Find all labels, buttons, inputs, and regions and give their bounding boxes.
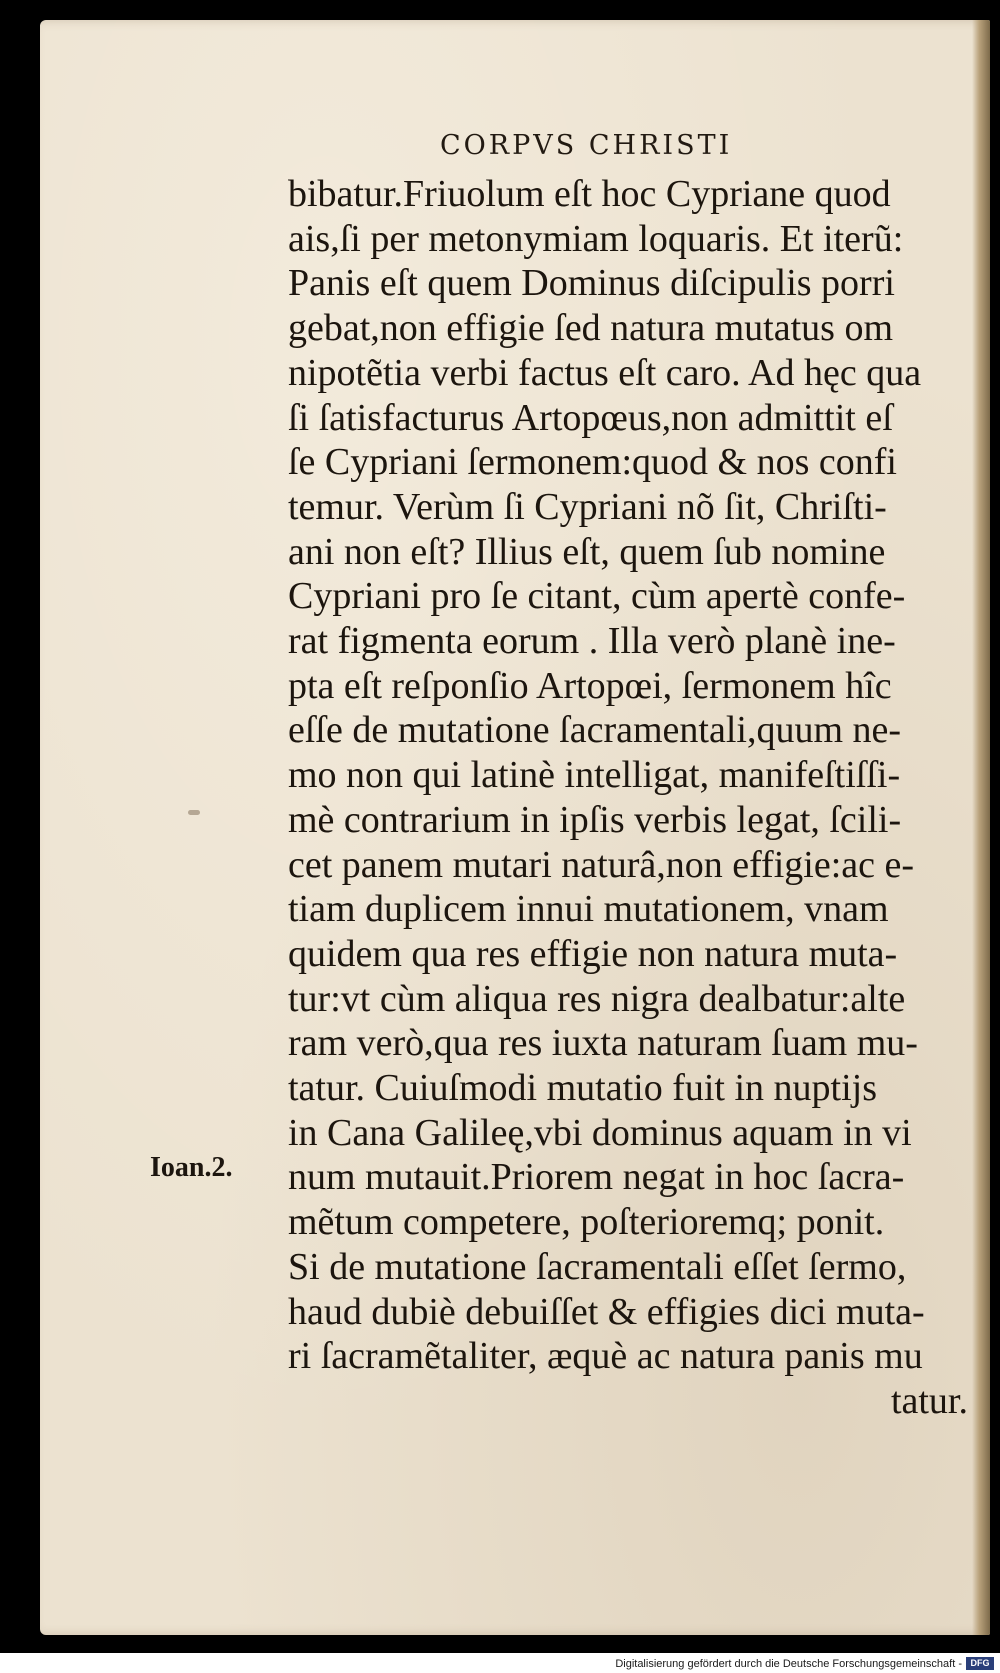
text-line: temur. Verùm ſi Cypriani nõ ſit, Chriſti- xyxy=(288,485,887,528)
marginal-note: Ioan.2. xyxy=(150,1152,233,1183)
text-line: Cypriani pro ſe citant, cùm apertè confe- xyxy=(288,575,906,618)
text-line: eſſe de mutatione ſacramentali,quum ne- xyxy=(288,709,902,752)
text-line: Panis eſt quem Dominus diſcipulis porri xyxy=(288,262,895,305)
text-line: quidem qua res effigie non natura muta- xyxy=(288,932,898,975)
dfg-logo-icon: DFG xyxy=(966,1657,994,1670)
ink-speck xyxy=(188,810,200,815)
text-line: bibatur.Friuolum eſt hoc Cypriane quod xyxy=(288,173,891,215)
text-line: rat figmenta eorum . Illa verò planè ine- xyxy=(288,620,896,663)
text-line: nipotẽtia verbi factus eſt caro. Ad hęc qua xyxy=(288,351,922,394)
text-line: haud dubiè debuiſſet & effigies dici muta- xyxy=(288,1290,925,1333)
text-line: gebat,non effigie ſed natura mutatus om xyxy=(288,307,894,350)
text-line-last: tatur. xyxy=(890,1379,968,1422)
text-line: ſe Cypriani ſermonem:quod & nos confi xyxy=(288,441,897,484)
text-line: ſi ſatisfacturus Artopœus,non admittit eſ xyxy=(288,396,893,439)
text-line: tur:vt cùm aliqua res nigra dealbatur:alte xyxy=(288,977,906,1020)
text-line: pta eſt reſponſio Artopœi, ſermonem hîc xyxy=(288,664,892,707)
text-line: mo non qui latinè intelligat, manifeſtiſſi- xyxy=(288,754,901,797)
text-line: ram verò,qua res iuxta naturam ſuam mu- xyxy=(288,1022,918,1065)
text-line: tiam duplicem innui mutationem, vnam xyxy=(288,888,889,931)
running-head: CORPVS CHRISTI xyxy=(440,130,733,161)
text-line: ri ſacramẽtaliter, æquè ac natura panis mu xyxy=(288,1335,923,1378)
text-line: num mutauit.Priorem negat in hoc ſacra- xyxy=(288,1156,905,1199)
text-line: mẽtum competere, poſterioremq; ponit. xyxy=(288,1201,885,1244)
text-line: mè contrarium in ipſis verbis legat, ſcili- xyxy=(288,798,902,841)
text-line: ani non eſt? Illius eſt, quem ſub nomine xyxy=(288,530,886,573)
text-line: ais,ſi per metonymiam loquaris. Et iterũ: xyxy=(288,217,904,260)
text-line: cet panem mutari naturâ,non effigie:ac e- xyxy=(288,843,914,886)
digitization-footer xyxy=(0,1653,1000,1673)
page-edge xyxy=(972,20,990,1635)
body-text xyxy=(288,172,968,1424)
text-line: in Cana Galileę,vbi dominus aquam in vi xyxy=(288,1111,912,1154)
text-line: Si de mutatione ſacramentali eſſet ſermo, xyxy=(288,1245,907,1288)
text-line: tatur. Cuiuſmodi mutatio fuit in nuptijs xyxy=(288,1067,877,1110)
footer-credit: Digitalisierung gefördert durch die Deutsche Forschungsgemeinschaft - xyxy=(615,1658,962,1670)
